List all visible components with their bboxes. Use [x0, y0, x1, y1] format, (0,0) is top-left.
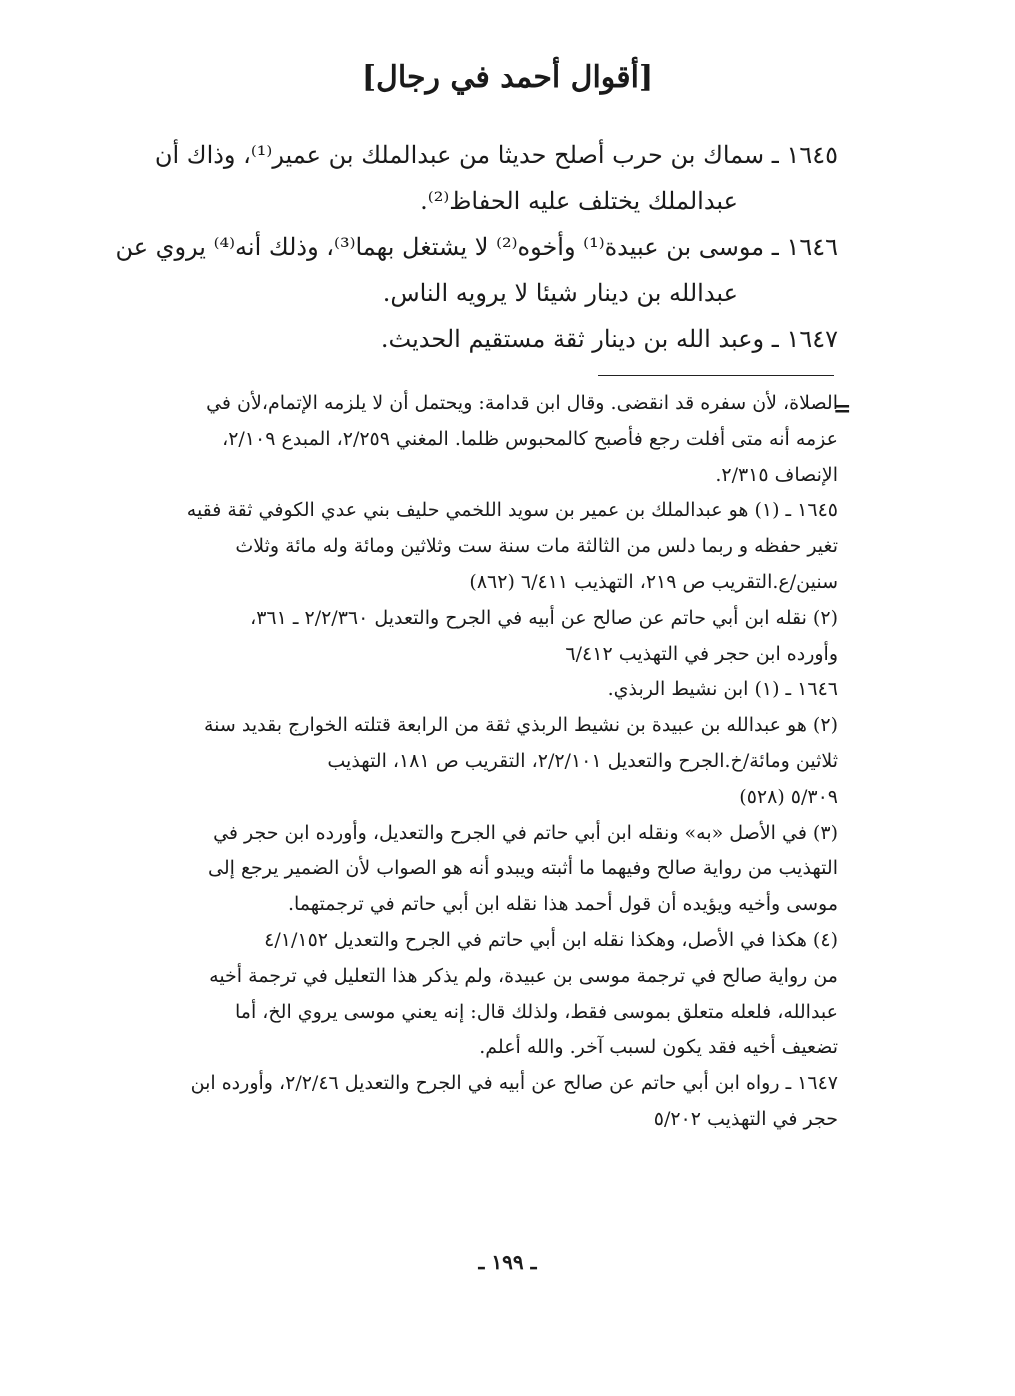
entry-1646	[115, 224, 838, 316]
page-header	[0, 60, 1015, 96]
footnote-line: (٢) هو عبدالله بن عبيدة بن نشيط الربذي ثقة من الرابعة قتلته الخوارج بقديد سنة	[203, 714, 838, 737]
entry-line: عبدالله بن دينار شيئا لا يرويه الناس.	[382, 279, 738, 307]
footnote-1647	[130, 1066, 838, 1138]
footnote-separator	[598, 375, 834, 376]
footnote-line: ١٦٤٧ ـ رواه ابن أبي حاتم عن صالح عن أبيه في الجرح والتعديل ٢/٢/٤٦، وأورده ابن	[190, 1072, 838, 1095]
entry-1647	[130, 316, 838, 362]
page-number: ـ ١٩٩ ـ	[478, 1250, 537, 1274]
continuation-mark: =	[833, 396, 852, 422]
entry-line: عبدالملك يختلف عليه الحفاظ⁽²⁾.	[420, 187, 738, 215]
header-title: [أقوال أحمد في رجال]	[361, 60, 654, 95]
footnote-line: حجر في التهذيب ٥/٢٠٢	[653, 1107, 838, 1130]
entry-1645	[130, 132, 838, 224]
footnote-line: من رواية صالح في ترجمة موسى بن عبيدة، ولم يذكر هذا التعليل في ترجمة أخيه	[209, 964, 838, 987]
footnote-line: ١٦٤٦ ـ (١) ابن نشيط الربذي.	[607, 678, 838, 701]
footnote-line: عبدالله، فلعله متعلق بموسى فقط، ولذلك قال: إنه يعني موسى يروي الخ، أما	[235, 1000, 838, 1023]
footnote-line: ثلاثين ومائة/خ.الجرح والتعديل ٢/٢/١٠١، التقريب ص ١٨١، التهذيب	[327, 749, 838, 772]
footnote-line: ٥/٣٠٩ (٥٢٨)	[739, 785, 838, 808]
entry-line: ١٦٤٧ ـ وعبد الله بن دينار ثقة مستقيم الحديث.	[380, 325, 838, 353]
footnote-line: الإنصاف ٢/٣١٥.	[715, 463, 838, 486]
footnote-line: تغير حفظه و ربما دلس من الثالثة مات سنة ست وثلاثين ومائة وله مائة وثلاث	[235, 535, 838, 558]
footnote-line: تضعيف أخيه فقد يكون لسبب آخر. والله أعلم.	[479, 1036, 838, 1059]
footnote-line: عزمه أنه متى أفلت رجع فأصبح كالمحبوس ظلما. المغني ٢/٢٥٩، المبدع ٢/١٠٩،	[222, 427, 838, 450]
footnote-line: (٤) هكذا في الأصل، وهكذا نقله ابن أبي حاتم في الجرح والتعديل ٤/١/١٥٢	[264, 928, 838, 951]
main-text	[115, 132, 838, 362]
footnote-line: (٢) نقله ابن أبي حاتم عن صالح عن أبيه في الجرح والتعديل ٢/٢/٣٦٠ ـ ٣٦١،	[250, 606, 838, 629]
footnote-1645-2	[130, 601, 838, 673]
footnote-line: موسى وأخيه ويؤيده أن قول أحمد هذا نقله ابن أبي حاتم في ترجمتهما.	[287, 893, 838, 916]
entry-line: ١٦٤٦ ـ موسى بن عبيدة⁽¹⁾ وأخوه⁽²⁾ لا يشتغل بهما⁽³⁾، وذلك أنه⁽⁴⁾ يروي عن	[115, 233, 838, 261]
footnote-line: الصلاة، لأن سفره قد انقضى. وقال ابن قدامة: ويحتمل أن لا يلزمه الإتمام،لأن في	[206, 392, 838, 414]
footnote-1646-3	[130, 816, 838, 923]
footnote-1645-1	[130, 493, 838, 600]
footnote-1646-1	[130, 672, 838, 708]
footnotes	[130, 386, 838, 1138]
footnote-1646-4	[130, 923, 838, 1066]
footnote-line: سنين/ع.التقريب ص ٢١٩، التهذيب ٦/٤١١ (٨٦٢)	[469, 570, 838, 593]
footnote-continued	[130, 386, 838, 493]
entry-line: ١٦٤٥ ـ سماك بن حرب أصلح حديثا من عبدالملك بن عمير⁽¹⁾، وذاك أن	[154, 141, 838, 169]
footnote-line: وأورده ابن حجر في التهذيب ٦/٤١٢	[565, 642, 838, 665]
footnote-line: التهذيب من رواية صالح وفيهما ما أثبته ويبدو أنه هو الصواب لأن الضمير يرجع إلى	[208, 857, 838, 880]
footnote-1646-2	[130, 708, 838, 815]
footnote-line: (٣) في الأصل «به» ونقله ابن أبي حاتم في الجرح والتعديل، وأورده ابن حجر في	[213, 821, 838, 844]
footnote-line: ١٦٤٥ ـ (١) هو عبدالملك بن عمير بن سويد اللخمي حليف بني عدي الكوفي ثقة فقيه	[186, 499, 838, 522]
